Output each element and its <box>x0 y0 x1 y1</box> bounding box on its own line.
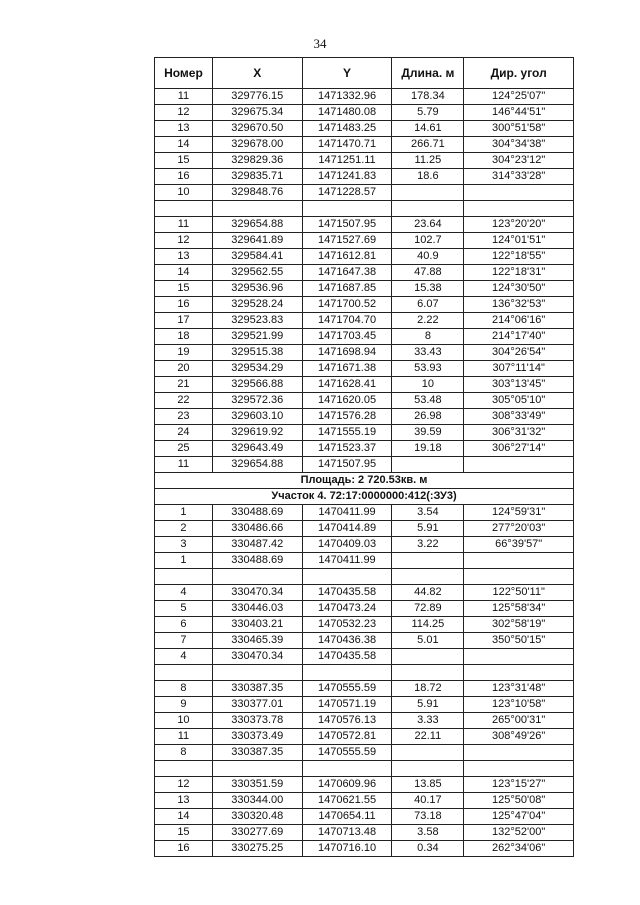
table-row <box>155 777 574 793</box>
cell-x: 329670.50 <box>212 121 302 137</box>
cell-x: 330470.34 <box>212 585 302 601</box>
cell-number: 1 <box>155 553 213 569</box>
cell-y: 1471698.94 <box>302 345 392 361</box>
table-row <box>155 841 574 857</box>
cell-x: 329641.89 <box>212 233 302 249</box>
cell-number: 9 <box>155 697 213 713</box>
header-x: X <box>212 58 302 89</box>
cell-y: 1470555.59 <box>302 745 392 761</box>
table-row <box>155 537 574 553</box>
cell-direction-angle: 123°20'20" <box>464 217 574 233</box>
cell-x: 330351.59 <box>212 777 302 793</box>
cell-y: 1470532.23 <box>302 617 392 633</box>
cell-x: 329536.96 <box>212 281 302 297</box>
cell-length <box>392 649 464 665</box>
cell-y: 1471555.19 <box>302 425 392 441</box>
cell-number <box>155 201 213 217</box>
cell-x: 329572.36 <box>212 393 302 409</box>
cell-direction-angle: 122°18'55" <box>464 249 574 265</box>
table-row <box>155 393 574 409</box>
cell-x: 330488.69 <box>212 553 302 569</box>
cell-y: 1470436.38 <box>302 633 392 649</box>
cell-y: 1470576.13 <box>302 713 392 729</box>
cell-number: 14 <box>155 265 213 281</box>
cell-number: 10 <box>155 713 213 729</box>
cell-direction-angle: 124°01'51" <box>464 233 574 249</box>
cell-length <box>392 457 464 473</box>
cell-y: 1471507.95 <box>302 457 392 473</box>
cell-x: 329523.83 <box>212 313 302 329</box>
cell-length: 44.82 <box>392 585 464 601</box>
cell-length: 72.89 <box>392 601 464 617</box>
cell-length <box>392 201 464 217</box>
cell-y: 1470414.89 <box>302 521 392 537</box>
cell-length: 40.9 <box>392 249 464 265</box>
cell-y: 1471241.83 <box>302 169 392 185</box>
cell-x: 329675.34 <box>212 105 302 121</box>
table-row <box>155 313 574 329</box>
cell-length: 26.98 <box>392 409 464 425</box>
cell-x: 329829.36 <box>212 153 302 169</box>
cell-direction-angle: 306°31'32" <box>464 425 574 441</box>
cell-y: 1471704.70 <box>302 313 392 329</box>
cell-y: 1471470.71 <box>302 137 392 153</box>
table-row <box>155 553 574 569</box>
cell-y: 1471703.45 <box>302 329 392 345</box>
cell-number: 1 <box>155 505 213 521</box>
cell-direction-angle: 214°17'40" <box>464 329 574 345</box>
cell-x: 329528.24 <box>212 297 302 313</box>
area-text: Площадь: 2 720.53кв. м <box>155 473 574 489</box>
cell-length: 8 <box>392 329 464 345</box>
header-number: Номер <box>155 58 213 89</box>
cell-x <box>212 201 302 217</box>
table-row <box>155 361 574 377</box>
cell-length: 10 <box>392 377 464 393</box>
cell-length <box>392 553 464 569</box>
cell-x: 330377.01 <box>212 697 302 713</box>
cell-y: 1471480.08 <box>302 105 392 121</box>
cell-direction-angle: 350°50'15" <box>464 633 574 649</box>
cell-length <box>392 185 464 201</box>
cell-direction-angle: 122°50'11" <box>464 585 574 601</box>
cell-direction-angle: 122°18'31" <box>464 265 574 281</box>
cell-direction-angle: 123°15'27" <box>464 777 574 793</box>
cell-y: 1470572.81 <box>302 729 392 745</box>
table-row <box>155 681 574 697</box>
cell-number: 25 <box>155 441 213 457</box>
cell-number: 8 <box>155 681 213 697</box>
cell-x: 329566.88 <box>212 377 302 393</box>
cell-number: 17 <box>155 313 213 329</box>
cell-number: 12 <box>155 777 213 793</box>
cell-direction-angle <box>464 761 574 777</box>
cell-direction-angle <box>464 185 574 201</box>
cell-length: 178.34 <box>392 89 464 105</box>
cell-direction-angle: 124°59'31" <box>464 505 574 521</box>
cell-number: 16 <box>155 841 213 857</box>
cell-number: 11 <box>155 89 213 105</box>
cell-length: 3.33 <box>392 713 464 729</box>
cell-number: 7 <box>155 633 213 649</box>
cell-y: 1471251.11 <box>302 153 392 169</box>
table-row <box>155 265 574 281</box>
cell-direction-angle: 123°31'48" <box>464 681 574 697</box>
cell-x <box>212 761 302 777</box>
cell-length: 73.18 <box>392 809 464 825</box>
cell-x: 330403.21 <box>212 617 302 633</box>
cell-number: 13 <box>155 121 213 137</box>
cell-number: 23 <box>155 409 213 425</box>
cell-length: 39.59 <box>392 425 464 441</box>
cell-y: 1470716.10 <box>302 841 392 857</box>
cell-length <box>392 761 464 777</box>
cell-number: 12 <box>155 233 213 249</box>
cell-length: 18.72 <box>392 681 464 697</box>
cell-y <box>302 761 392 777</box>
cell-length: 266.71 <box>392 137 464 153</box>
cell-direction-angle: 123°10'58" <box>464 697 574 713</box>
table-row <box>155 505 574 521</box>
cell-x: 330465.39 <box>212 633 302 649</box>
cell-direction-angle: 125°58'34" <box>464 601 574 617</box>
cell-direction-angle: 304°23'12" <box>464 153 574 169</box>
cell-number: 3 <box>155 537 213 553</box>
blank-row <box>155 665 574 681</box>
cell-y: 1471612.81 <box>302 249 392 265</box>
cell-direction-angle <box>464 553 574 569</box>
cell-length: 13.85 <box>392 777 464 793</box>
cell-number: 16 <box>155 297 213 313</box>
cell-number: 8 <box>155 745 213 761</box>
cell-y: 1470473.24 <box>302 601 392 617</box>
cell-length: 5.91 <box>392 697 464 713</box>
cell-number <box>155 665 213 681</box>
cell-y: 1470654.11 <box>302 809 392 825</box>
cell-x: 330320.48 <box>212 809 302 825</box>
table-row <box>155 377 574 393</box>
table-row <box>155 713 574 729</box>
cell-x: 329654.88 <box>212 217 302 233</box>
table-row <box>155 617 574 633</box>
cell-x: 330488.69 <box>212 505 302 521</box>
cell-number: 4 <box>155 649 213 665</box>
cell-y: 1470435.58 <box>302 649 392 665</box>
cell-number: 22 <box>155 393 213 409</box>
cell-length: 40.17 <box>392 793 464 809</box>
cell-direction-angle: 262°34'06" <box>464 841 574 857</box>
cell-number: 4 <box>155 585 213 601</box>
table-row <box>155 409 574 425</box>
cell-x: 329584.41 <box>212 249 302 265</box>
cell-y <box>302 201 392 217</box>
cell-direction-angle: 303°13'45" <box>464 377 574 393</box>
cell-length: 53.48 <box>392 393 464 409</box>
table-row <box>155 185 574 201</box>
cell-length: 102.7 <box>392 233 464 249</box>
cell-x: 330470.34 <box>212 649 302 665</box>
cell-direction-angle: 125°47'04" <box>464 809 574 825</box>
cell-y <box>302 665 392 681</box>
table-row <box>155 329 574 345</box>
cell-y: 1470571.19 <box>302 697 392 713</box>
cell-x: 329515.38 <box>212 345 302 361</box>
cell-x: 330387.35 <box>212 745 302 761</box>
table-row <box>155 105 574 121</box>
cell-number <box>155 761 213 777</box>
cell-y: 1471228.57 <box>302 185 392 201</box>
cell-y: 1471576.28 <box>302 409 392 425</box>
cell-y: 1471332.96 <box>302 89 392 105</box>
table-row <box>155 281 574 297</box>
cell-x: 330387.35 <box>212 681 302 697</box>
table-row <box>155 793 574 809</box>
cell-direction-angle <box>464 649 574 665</box>
cell-direction-angle: 66°39'57" <box>464 537 574 553</box>
cell-x <box>212 569 302 585</box>
cell-y: 1470555.59 <box>302 681 392 697</box>
cell-x: 330486.66 <box>212 521 302 537</box>
cell-length: 3.58 <box>392 825 464 841</box>
cell-length: 6.07 <box>392 297 464 313</box>
cell-length: 3.54 <box>392 505 464 521</box>
cell-direction-angle: 307°11'14" <box>464 361 574 377</box>
section-title: Участок 4. 72:17:0000000:412(:ЗУ3) <box>155 489 574 505</box>
cell-y <box>302 569 392 585</box>
cell-x: 329643.49 <box>212 441 302 457</box>
cell-x: 329534.29 <box>212 361 302 377</box>
cell-y: 1471507.95 <box>302 217 392 233</box>
coordinates-table <box>154 57 574 857</box>
cell-x: 329521.99 <box>212 329 302 345</box>
cell-x: 330275.25 <box>212 841 302 857</box>
table-row <box>155 425 574 441</box>
cell-y: 1471700.52 <box>302 297 392 313</box>
cell-direction-angle: 304°34'38" <box>464 137 574 153</box>
cell-number: 18 <box>155 329 213 345</box>
cell-direction-angle: 214°06'16" <box>464 313 574 329</box>
cell-direction-angle: 300°51'58" <box>464 121 574 137</box>
cell-x: 330373.78 <box>212 713 302 729</box>
blank-row <box>155 761 574 777</box>
cell-length <box>392 745 464 761</box>
cell-x: 330487.42 <box>212 537 302 553</box>
table-row <box>155 249 574 265</box>
cell-x: 329619.92 <box>212 425 302 441</box>
cell-length: 33.43 <box>392 345 464 361</box>
cell-length: 11.25 <box>392 153 464 169</box>
cell-number: 14 <box>155 137 213 153</box>
cell-y: 1470609.96 <box>302 777 392 793</box>
cell-number: 15 <box>155 281 213 297</box>
cell-direction-angle: 136°32'53" <box>464 297 574 313</box>
table-row <box>155 153 574 169</box>
cell-x: 329835.71 <box>212 169 302 185</box>
cell-direction-angle: 308°33'49" <box>464 409 574 425</box>
cell-direction-angle <box>464 457 574 473</box>
cell-length: 5.79 <box>392 105 464 121</box>
cell-direction-angle: 146°44'51" <box>464 105 574 121</box>
cell-length: 14.61 <box>392 121 464 137</box>
table-row <box>155 441 574 457</box>
cell-x: 329678.00 <box>212 137 302 153</box>
cell-number: 13 <box>155 793 213 809</box>
cell-length <box>392 569 464 585</box>
blank-row <box>155 201 574 217</box>
cell-number: 19 <box>155 345 213 361</box>
cell-length: 114.25 <box>392 617 464 633</box>
cell-number: 21 <box>155 377 213 393</box>
cell-x: 329654.88 <box>212 457 302 473</box>
cell-number: 12 <box>155 105 213 121</box>
table-row <box>155 825 574 841</box>
cell-number: 6 <box>155 617 213 633</box>
cell-number: 16 <box>155 169 213 185</box>
table-row <box>155 601 574 617</box>
cell-number: 11 <box>155 457 213 473</box>
cell-number: 15 <box>155 153 213 169</box>
table-row <box>155 729 574 745</box>
cell-number: 2 <box>155 521 213 537</box>
table-row <box>155 697 574 713</box>
cell-number: 24 <box>155 425 213 441</box>
cell-direction-angle <box>464 569 574 585</box>
table-row <box>155 457 574 473</box>
blank-row <box>155 569 574 585</box>
cell-direction-angle <box>464 201 574 217</box>
cell-length <box>392 665 464 681</box>
cell-y: 1471527.69 <box>302 233 392 249</box>
cell-x: 329848.76 <box>212 185 302 201</box>
cell-number: 14 <box>155 809 213 825</box>
cell-length: 0.34 <box>392 841 464 857</box>
table-row <box>155 233 574 249</box>
table-row <box>155 297 574 313</box>
cell-number: 15 <box>155 825 213 841</box>
cell-length: 18.6 <box>392 169 464 185</box>
cell-y: 1470621.55 <box>302 793 392 809</box>
table-row <box>155 345 574 361</box>
table-row <box>155 121 574 137</box>
cell-y: 1470713.48 <box>302 825 392 841</box>
cell-x: 330344.00 <box>212 793 302 809</box>
cell-y: 1471628.41 <box>302 377 392 393</box>
header-length: Длина. м <box>392 58 464 89</box>
cell-x: 330277.69 <box>212 825 302 841</box>
cell-direction-angle: 132°52'00" <box>464 825 574 841</box>
cell-direction-angle: 308°49'26" <box>464 729 574 745</box>
table-row <box>155 521 574 537</box>
cell-direction-angle: 124°25'07" <box>464 89 574 105</box>
table-row <box>155 649 574 665</box>
table-row <box>155 89 574 105</box>
section-title-row <box>155 489 574 505</box>
cell-direction-angle: 305°05'10" <box>464 393 574 409</box>
cell-y: 1470435.58 <box>302 585 392 601</box>
cell-x: 330446.03 <box>212 601 302 617</box>
cell-x: 330373.49 <box>212 729 302 745</box>
cell-x: 329562.55 <box>212 265 302 281</box>
cell-y: 1471483.25 <box>302 121 392 137</box>
cell-y: 1471620.05 <box>302 393 392 409</box>
table-row <box>155 633 574 649</box>
cell-x: 329776.15 <box>212 89 302 105</box>
cell-length: 15.38 <box>392 281 464 297</box>
table-row <box>155 169 574 185</box>
cell-length: 22.11 <box>392 729 464 745</box>
cell-direction-angle: 265°00'31" <box>464 713 574 729</box>
cell-direction-angle: 306°27'14" <box>464 441 574 457</box>
cell-x <box>212 665 302 681</box>
cell-y: 1470409.03 <box>302 537 392 553</box>
cell-number: 10 <box>155 185 213 201</box>
cell-length: 47.88 <box>392 265 464 281</box>
cell-direction-angle: 277°20'03" <box>464 521 574 537</box>
cell-direction-angle: 314°33'28" <box>464 169 574 185</box>
cell-length: 23.64 <box>392 217 464 233</box>
cell-length: 5.01 <box>392 633 464 649</box>
table-body <box>155 89 574 857</box>
cell-number: 13 <box>155 249 213 265</box>
cell-y: 1470411.99 <box>302 505 392 521</box>
cell-number: 11 <box>155 217 213 233</box>
cell-length: 5.91 <box>392 521 464 537</box>
cell-number: 11 <box>155 729 213 745</box>
table-row <box>155 217 574 233</box>
cell-y: 1471687.85 <box>302 281 392 297</box>
cell-x: 329603.10 <box>212 409 302 425</box>
header-y: Y <box>302 58 392 89</box>
table-header-row <box>155 58 574 89</box>
cell-y: 1471671.38 <box>302 361 392 377</box>
cell-length: 2.22 <box>392 313 464 329</box>
table-row <box>155 585 574 601</box>
cell-length: 53.93 <box>392 361 464 377</box>
cell-direction-angle <box>464 745 574 761</box>
cell-number: 5 <box>155 601 213 617</box>
area-row <box>155 473 574 489</box>
cell-direction-angle: 304°26'54" <box>464 345 574 361</box>
cell-length: 19.18 <box>392 441 464 457</box>
table-row <box>155 745 574 761</box>
cell-direction-angle: 124°30'50" <box>464 281 574 297</box>
cell-number <box>155 569 213 585</box>
cell-length: 3.22 <box>392 537 464 553</box>
cell-direction-angle <box>464 665 574 681</box>
cell-direction-angle: 302°58'19" <box>464 617 574 633</box>
page-number: 34 <box>313 36 327 51</box>
header-direction-angle: Дир. угол <box>464 58 574 89</box>
table-row <box>155 809 574 825</box>
cell-direction-angle: 125°50'08" <box>464 793 574 809</box>
cell-y: 1471647.38 <box>302 265 392 281</box>
cell-number: 20 <box>155 361 213 377</box>
cell-y: 1470411.99 <box>302 553 392 569</box>
table-row <box>155 137 574 153</box>
cell-y: 1471523.37 <box>302 441 392 457</box>
